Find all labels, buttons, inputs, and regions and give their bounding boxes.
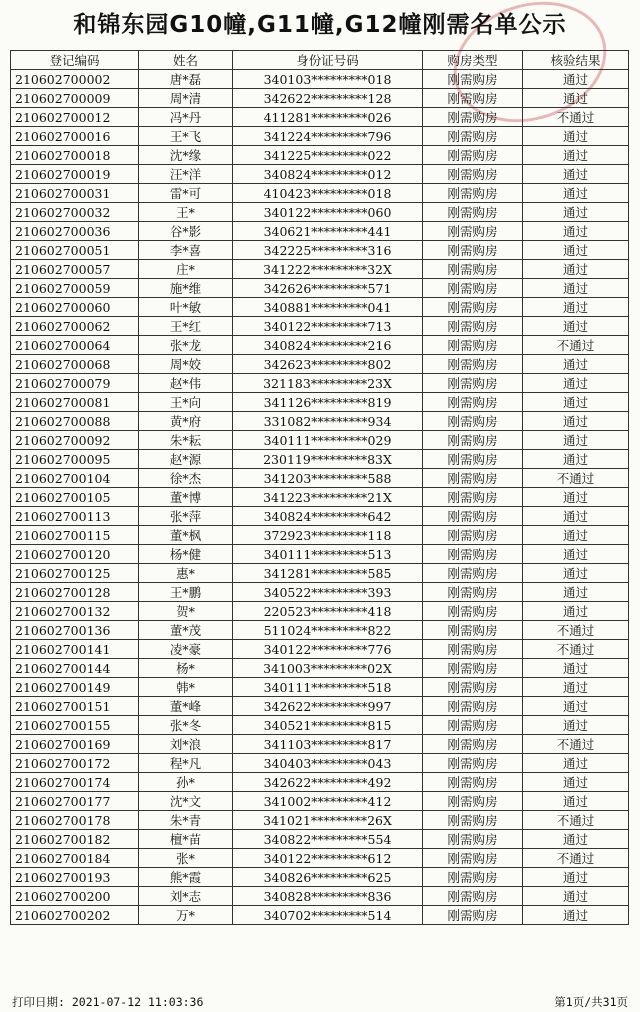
cell-registration-code: 210602700016 — [11, 127, 139, 146]
cell-verification-result: 通过 — [523, 241, 629, 260]
cell-registration-code: 210602700155 — [11, 716, 139, 735]
cell-verification-result: 不通过 — [523, 735, 629, 754]
table-header-row — [11, 51, 629, 70]
cell-purchase-type: 刚需购房 — [423, 393, 523, 412]
table-row — [11, 906, 629, 925]
table-row — [11, 868, 629, 887]
cell-name: 唐*磊 — [139, 70, 233, 89]
cell-registration-code: 210602700115 — [11, 526, 139, 545]
table-body — [11, 70, 629, 925]
cell-purchase-type: 刚需购房 — [423, 260, 523, 279]
cell-purchase-type: 刚需购房 — [423, 659, 523, 678]
table-row — [11, 488, 629, 507]
table-row — [11, 127, 629, 146]
cell-name: 沈*缘 — [139, 146, 233, 165]
print-date: 打印日期: 2021-07-12 11:03:36 — [12, 995, 204, 1009]
cell-purchase-type: 刚需购房 — [423, 773, 523, 792]
cell-name: 刘*浪 — [139, 735, 233, 754]
cell-verification-result: 通过 — [523, 222, 629, 241]
cell-name: 朱*耘 — [139, 431, 233, 450]
cell-verification-result: 通过 — [523, 868, 629, 887]
cell-purchase-type: 刚需购房 — [423, 336, 523, 355]
cell-registration-code: 210602700113 — [11, 507, 139, 526]
table-row — [11, 849, 629, 868]
cell-id-number: 340824*********216 — [233, 336, 423, 355]
cell-registration-code: 210602700092 — [11, 431, 139, 450]
cell-name: 谷*影 — [139, 222, 233, 241]
cell-purchase-type: 刚需购房 — [423, 298, 523, 317]
cell-registration-code: 210602700057 — [11, 260, 139, 279]
cell-id-number: 342622*********492 — [233, 773, 423, 792]
table-row — [11, 165, 629, 184]
cell-name: 雷*可 — [139, 184, 233, 203]
cell-registration-code: 210602700104 — [11, 469, 139, 488]
cell-registration-code: 210602700088 — [11, 412, 139, 431]
table-row — [11, 241, 629, 260]
cell-purchase-type: 刚需购房 — [423, 317, 523, 336]
cell-name: 惠* — [139, 564, 233, 583]
cell-registration-code: 210602700182 — [11, 830, 139, 849]
cell-id-number: 341103*********817 — [233, 735, 423, 754]
cell-id-number: 340403*********043 — [233, 754, 423, 773]
table-row — [11, 279, 629, 298]
table-row — [11, 431, 629, 450]
cell-name: 张*萍 — [139, 507, 233, 526]
cell-name: 沈*文 — [139, 792, 233, 811]
cell-name: 徐*杰 — [139, 469, 233, 488]
cell-registration-code: 210602700059 — [11, 279, 139, 298]
cell-id-number: 342622*********997 — [233, 697, 423, 716]
cell-id-number: 342225*********316 — [233, 241, 423, 260]
cell-verification-result: 不通过 — [523, 336, 629, 355]
table-row — [11, 526, 629, 545]
cell-registration-code: 210602700060 — [11, 298, 139, 317]
cell-id-number: 340122*********776 — [233, 640, 423, 659]
cell-purchase-type: 刚需购房 — [423, 507, 523, 526]
table-row — [11, 621, 629, 640]
cell-name: 周*姣 — [139, 355, 233, 374]
table-row — [11, 887, 629, 906]
cell-registration-code: 210602700120 — [11, 545, 139, 564]
cell-registration-code: 210602700031 — [11, 184, 139, 203]
cell-verification-result: 通过 — [523, 127, 629, 146]
cell-verification-result: 通过 — [523, 678, 629, 697]
cell-id-number: 342623*********802 — [233, 355, 423, 374]
cell-purchase-type: 刚需购房 — [423, 355, 523, 374]
table-row — [11, 450, 629, 469]
cell-registration-code: 210602700009 — [11, 89, 139, 108]
cell-purchase-type: 刚需购房 — [423, 146, 523, 165]
cell-id-number: 341223*********21X — [233, 488, 423, 507]
cell-id-number: 340824*********012 — [233, 165, 423, 184]
table-row — [11, 735, 629, 754]
cell-id-number: 341002*********412 — [233, 792, 423, 811]
table-row — [11, 545, 629, 564]
cell-id-number: 340828*********836 — [233, 887, 423, 906]
cell-id-number: 340111*********029 — [233, 431, 423, 450]
applicant-table — [10, 50, 629, 925]
table-row — [11, 640, 629, 659]
cell-id-number: 340881*********041 — [233, 298, 423, 317]
cell-id-number: 341224*********796 — [233, 127, 423, 146]
cell-registration-code: 210602700062 — [11, 317, 139, 336]
cell-purchase-type: 刚需购房 — [423, 564, 523, 583]
table-row — [11, 754, 629, 773]
cell-name: 贺* — [139, 602, 233, 621]
cell-id-number: 341281*********585 — [233, 564, 423, 583]
cell-id-number: 342622*********128 — [233, 89, 423, 108]
table-row — [11, 393, 629, 412]
cell-purchase-type: 刚需购房 — [423, 754, 523, 773]
cell-purchase-type: 刚需购房 — [423, 412, 523, 431]
cell-verification-result: 不通过 — [523, 469, 629, 488]
header-registration-code: 登记编码 — [11, 51, 139, 70]
cell-name: 董*枫 — [139, 526, 233, 545]
cell-purchase-type: 刚需购房 — [423, 830, 523, 849]
cell-verification-result: 通过 — [523, 830, 629, 849]
table-row — [11, 659, 629, 678]
cell-name: 李*喜 — [139, 241, 233, 260]
cell-id-number: 341003*********02X — [233, 659, 423, 678]
cell-registration-code: 210602700002 — [11, 70, 139, 89]
cell-verification-result: 通过 — [523, 298, 629, 317]
table-row — [11, 507, 629, 526]
cell-registration-code: 210602700184 — [11, 849, 139, 868]
cell-registration-code: 210602700136 — [11, 621, 139, 640]
cell-verification-result: 通过 — [523, 545, 629, 564]
cell-name: 施*维 — [139, 279, 233, 298]
cell-purchase-type: 刚需购房 — [423, 868, 523, 887]
cell-purchase-type: 刚需购房 — [423, 526, 523, 545]
table-row — [11, 336, 629, 355]
header-verification-result: 核验结果 — [523, 51, 629, 70]
cell-verification-result: 通过 — [523, 450, 629, 469]
cell-registration-code: 210602700200 — [11, 887, 139, 906]
table-row — [11, 697, 629, 716]
cell-verification-result: 通过 — [523, 355, 629, 374]
table-row — [11, 260, 629, 279]
cell-purchase-type: 刚需购房 — [423, 127, 523, 146]
table-row — [11, 830, 629, 849]
table-row — [11, 678, 629, 697]
cell-registration-code: 210602700081 — [11, 393, 139, 412]
cell-name: 檀*苗 — [139, 830, 233, 849]
cell-purchase-type: 刚需购房 — [423, 697, 523, 716]
cell-id-number: 340111*********513 — [233, 545, 423, 564]
cell-id-number: 410423*********018 — [233, 184, 423, 203]
cell-purchase-type: 刚需购房 — [423, 678, 523, 697]
table-row — [11, 811, 629, 830]
cell-verification-result: 通过 — [523, 393, 629, 412]
cell-purchase-type: 刚需购房 — [423, 431, 523, 450]
cell-purchase-type: 刚需购房 — [423, 279, 523, 298]
cell-registration-code: 210602700019 — [11, 165, 139, 184]
cell-registration-code: 210602700018 — [11, 146, 139, 165]
cell-id-number: 340621*********441 — [233, 222, 423, 241]
cell-registration-code: 210602700151 — [11, 697, 139, 716]
cell-registration-code: 210602700095 — [11, 450, 139, 469]
cell-purchase-type: 刚需购房 — [423, 735, 523, 754]
cell-registration-code: 210602700032 — [11, 203, 139, 222]
cell-name: 王*鹏 — [139, 583, 233, 602]
cell-name: 董*茂 — [139, 621, 233, 640]
cell-registration-code: 210602700036 — [11, 222, 139, 241]
cell-verification-result: 通过 — [523, 583, 629, 602]
cell-verification-result: 通过 — [523, 792, 629, 811]
cell-verification-result: 通过 — [523, 146, 629, 165]
cell-name: 张*冬 — [139, 716, 233, 735]
cell-registration-code: 210602700068 — [11, 355, 139, 374]
cell-id-number: 341222*********32X — [233, 260, 423, 279]
cell-name: 汪*洋 — [139, 165, 233, 184]
cell-name: 王* — [139, 203, 233, 222]
cell-id-number: 340822*********554 — [233, 830, 423, 849]
table-row — [11, 792, 629, 811]
cell-verification-result: 通过 — [523, 165, 629, 184]
cell-registration-code: 210602700132 — [11, 602, 139, 621]
cell-id-number: 321183*********23X — [233, 374, 423, 393]
cell-verification-result: 通过 — [523, 317, 629, 336]
table-row — [11, 317, 629, 336]
cell-verification-result: 通过 — [523, 412, 629, 431]
cell-registration-code: 210602700169 — [11, 735, 139, 754]
cell-verification-result: 通过 — [523, 260, 629, 279]
cell-name: 韩* — [139, 678, 233, 697]
cell-id-number: 341225*********022 — [233, 146, 423, 165]
cell-registration-code: 210602700105 — [11, 488, 139, 507]
cell-name: 王*向 — [139, 393, 233, 412]
cell-id-number: 340122*********612 — [233, 849, 423, 868]
cell-verification-result: 通过 — [523, 279, 629, 298]
cell-registration-code: 210602700149 — [11, 678, 139, 697]
cell-id-number: 340122*********060 — [233, 203, 423, 222]
table-row — [11, 203, 629, 222]
cell-name: 庄* — [139, 260, 233, 279]
cell-id-number: 372923*********118 — [233, 526, 423, 545]
cell-name: 黄*府 — [139, 412, 233, 431]
cell-id-number: 411281*********026 — [233, 108, 423, 127]
cell-purchase-type: 刚需购房 — [423, 450, 523, 469]
cell-purchase-type: 刚需购房 — [423, 70, 523, 89]
cell-verification-result: 不通过 — [523, 811, 629, 830]
cell-purchase-type: 刚需购房 — [423, 374, 523, 393]
cell-registration-code: 210602700178 — [11, 811, 139, 830]
cell-verification-result: 通过 — [523, 526, 629, 545]
table-row — [11, 70, 629, 89]
cell-id-number: 340122*********713 — [233, 317, 423, 336]
cell-id-number: 340826*********625 — [233, 868, 423, 887]
cell-id-number: 341126*********819 — [233, 393, 423, 412]
cell-name: 董*峰 — [139, 697, 233, 716]
cell-purchase-type: 刚需购房 — [423, 165, 523, 184]
cell-name: 周*清 — [139, 89, 233, 108]
table-row — [11, 602, 629, 621]
cell-registration-code: 210602700172 — [11, 754, 139, 773]
cell-verification-result: 通过 — [523, 773, 629, 792]
cell-purchase-type: 刚需购房 — [423, 887, 523, 906]
cell-registration-code: 210602700177 — [11, 792, 139, 811]
cell-registration-code: 210602700141 — [11, 640, 139, 659]
cell-verification-result: 通过 — [523, 431, 629, 450]
cell-name: 程*凡 — [139, 754, 233, 773]
cell-verification-result: 通过 — [523, 488, 629, 507]
table-row — [11, 89, 629, 108]
cell-name: 王*飞 — [139, 127, 233, 146]
cell-verification-result: 通过 — [523, 89, 629, 108]
cell-name: 张*龙 — [139, 336, 233, 355]
cell-purchase-type: 刚需购房 — [423, 583, 523, 602]
page-indicator: 第1页/共31页 — [554, 995, 628, 1009]
table-row — [11, 184, 629, 203]
cell-purchase-type: 刚需购房 — [423, 89, 523, 108]
cell-purchase-type: 刚需购房 — [423, 640, 523, 659]
table-row — [11, 469, 629, 488]
table-row — [11, 374, 629, 393]
table-row — [11, 355, 629, 374]
cell-registration-code: 210602700174 — [11, 773, 139, 792]
cell-verification-result: 通过 — [523, 716, 629, 735]
cell-verification-result: 通过 — [523, 184, 629, 203]
cell-verification-result: 不通过 — [523, 640, 629, 659]
cell-purchase-type: 刚需购房 — [423, 849, 523, 868]
cell-id-number: 340702*********514 — [233, 906, 423, 925]
cell-name: 张* — [139, 849, 233, 868]
cell-registration-code: 210602700012 — [11, 108, 139, 127]
cell-verification-result: 通过 — [523, 507, 629, 526]
table-row — [11, 716, 629, 735]
cell-registration-code: 210602700125 — [11, 564, 139, 583]
table-row — [11, 108, 629, 127]
cell-verification-result: 通过 — [523, 203, 629, 222]
cell-purchase-type: 刚需购房 — [423, 203, 523, 222]
cell-purchase-type: 刚需购房 — [423, 184, 523, 203]
cell-purchase-type: 刚需购房 — [423, 222, 523, 241]
cell-name: 杨*健 — [139, 545, 233, 564]
table-row — [11, 583, 629, 602]
table-row — [11, 146, 629, 165]
cell-id-number: 230119*********83X — [233, 450, 423, 469]
cell-id-number: 331082*********934 — [233, 412, 423, 431]
cell-verification-result: 通过 — [523, 887, 629, 906]
cell-purchase-type: 刚需购房 — [423, 488, 523, 507]
cell-purchase-type: 刚需购房 — [423, 545, 523, 564]
cell-name: 万* — [139, 906, 233, 925]
cell-name: 孙* — [139, 773, 233, 792]
cell-id-number: 340522*********393 — [233, 583, 423, 602]
cell-purchase-type: 刚需购房 — [423, 792, 523, 811]
cell-purchase-type: 刚需购房 — [423, 621, 523, 640]
table-row — [11, 564, 629, 583]
cell-id-number: 511024*********822 — [233, 621, 423, 640]
header-purchase-type: 购房类型 — [423, 51, 523, 70]
cell-purchase-type: 刚需购房 — [423, 716, 523, 735]
cell-registration-code: 210602700193 — [11, 868, 139, 887]
cell-registration-code: 210602700128 — [11, 583, 139, 602]
cell-verification-result: 通过 — [523, 697, 629, 716]
cell-purchase-type: 刚需购房 — [423, 811, 523, 830]
cell-registration-code: 210602700144 — [11, 659, 139, 678]
cell-name: 刘*志 — [139, 887, 233, 906]
cell-name: 冯*丹 — [139, 108, 233, 127]
cell-name: 王*红 — [139, 317, 233, 336]
cell-id-number: 342626*********571 — [233, 279, 423, 298]
cell-verification-result: 通过 — [523, 906, 629, 925]
table-row — [11, 298, 629, 317]
cell-purchase-type: 刚需购房 — [423, 108, 523, 127]
cell-verification-result: 通过 — [523, 754, 629, 773]
cell-name: 赵*源 — [139, 450, 233, 469]
cell-purchase-type: 刚需购房 — [423, 906, 523, 925]
cell-verification-result: 通过 — [523, 602, 629, 621]
header-name: 姓名 — [139, 51, 233, 70]
cell-purchase-type: 刚需购房 — [423, 602, 523, 621]
cell-id-number: 340103*********018 — [233, 70, 423, 89]
cell-id-number: 220523*********418 — [233, 602, 423, 621]
cell-name: 杨* — [139, 659, 233, 678]
cell-registration-code: 210602700079 — [11, 374, 139, 393]
cell-purchase-type: 刚需购房 — [423, 241, 523, 260]
cell-name: 赵*伟 — [139, 374, 233, 393]
page-title: 和锦东园G10幢,G11幢,G12幢刚需名单公示 — [73, 12, 567, 38]
cell-id-number: 340521*********815 — [233, 716, 423, 735]
table-row — [11, 222, 629, 241]
cell-verification-result: 通过 — [523, 70, 629, 89]
cell-verification-result: 通过 — [523, 374, 629, 393]
cell-id-number: 341021*********26X — [233, 811, 423, 830]
cell-registration-code: 210602700051 — [11, 241, 139, 260]
cell-verification-result: 不通过 — [523, 621, 629, 640]
cell-name: 朱*青 — [139, 811, 233, 830]
cell-verification-result: 通过 — [523, 659, 629, 678]
cell-id-number: 341203*********588 — [233, 469, 423, 488]
cell-verification-result: 不通过 — [523, 849, 629, 868]
cell-registration-code: 210602700064 — [11, 336, 139, 355]
cell-verification-result: 不通过 — [523, 108, 629, 127]
cell-purchase-type: 刚需购房 — [423, 469, 523, 488]
cell-name: 凌*豪 — [139, 640, 233, 659]
cell-id-number: 340111*********518 — [233, 678, 423, 697]
cell-registration-code: 210602700202 — [11, 906, 139, 925]
cell-id-number: 340824*********642 — [233, 507, 423, 526]
table-row — [11, 412, 629, 431]
cell-verification-result: 通过 — [523, 564, 629, 583]
table-row — [11, 773, 629, 792]
cell-name: 叶*敏 — [139, 298, 233, 317]
header-id-number: 身份证号码 — [233, 51, 423, 70]
cell-name: 董*博 — [139, 488, 233, 507]
cell-name: 熊*霞 — [139, 868, 233, 887]
